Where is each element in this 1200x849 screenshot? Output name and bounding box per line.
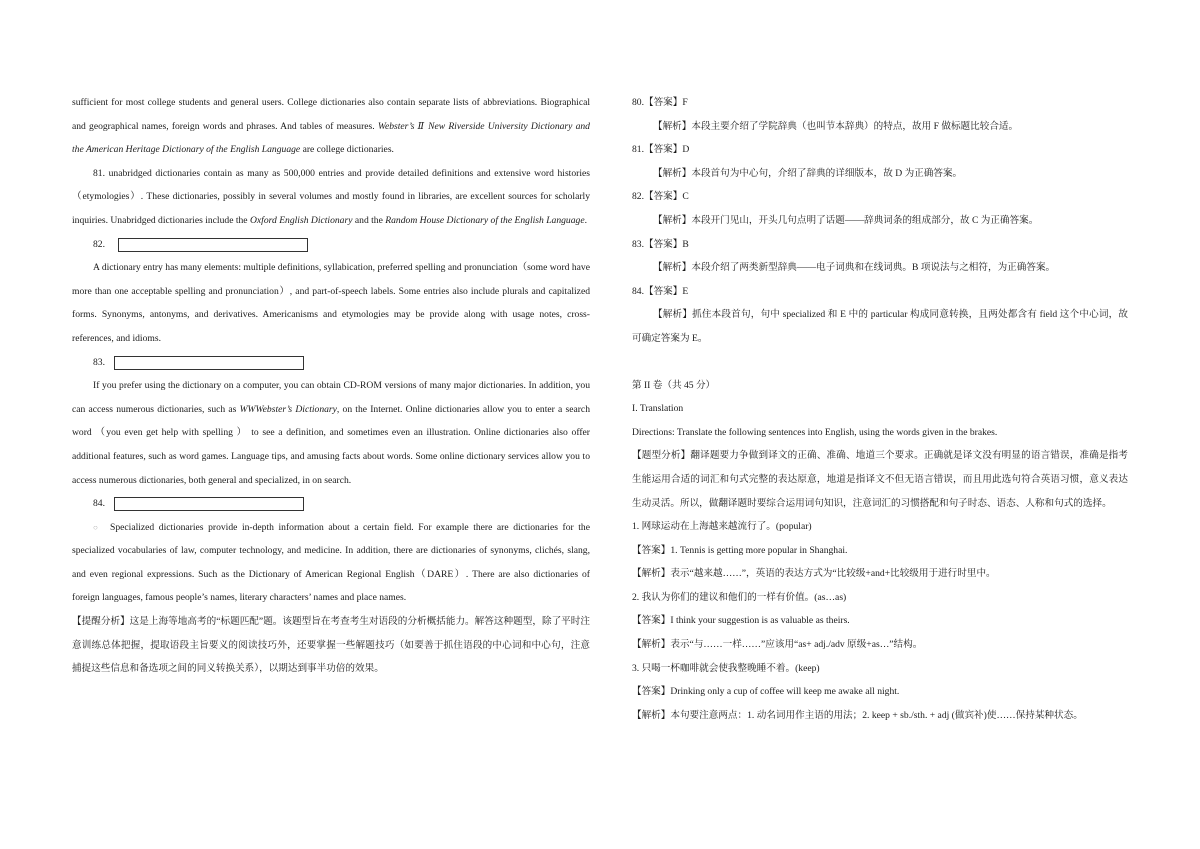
tip-analysis: 【提醒分析】这是上海等地高考的“标题匹配”题。该题型旨在考查考生对语段的分析概括能力。解答这种题型，除了平时注意训练总体把握，提取语段主旨要义的阅读技巧外，还要掌握一些解题技巧（如要善于抓住语段的中心词和中心句，注意捕捉这些信息和备选项之间的同义转换关系），以期达到事半功倍的效果。 — [72, 616, 590, 675]
directions: Directions: Translate the following sentences into English, using the words given in the brakes. — [632, 426, 998, 438]
question-82-line — [72, 233, 590, 257]
translation-question-1: 1. 网球运动在上海越来越流行了。(popular) — [632, 521, 812, 533]
answer-box-82[interactable] — [118, 238, 308, 252]
answer-box-84[interactable] — [114, 497, 304, 511]
paragraph-83: If you prefer using the dictionary on a computer, you can obtain CD-ROM versions of many major dictionaries. In addition, you can access numerous dictionaries, such as WWWebster’s Dictionary, on the Internet. Online dictionaries allow you to enter a search word （you even get help with spelling ） to see a definition, and sometimes even an illustration. Online dictionaries also offer additional features, such as word games. Language tips, and amusing facts about words. Some online dictionary services allow you to access numerous dictionaries, both general and specialized, in on search. — [72, 380, 590, 486]
question-84-line — [72, 492, 590, 516]
answer-82: 82.【答案】C — [632, 191, 689, 203]
paragraph-82: A dictionary entry has many elements: multiple definitions, syllabication, preferred spelling and pronunciation（some word have more than one acceptable spelling and pronunciation）, and part-of-speech labels. Some entries also include plurals and capitalized forms. Synonyms, antonyms, and derivatives. Americanisms and etymologies may be provide along with usage notes, cross-references, and idioms. — [72, 262, 590, 344]
explanation-82: 【解析】本段开门见山，开头几句点明了话题——辞典词条的组成部分，故 C 为正确答案。 — [653, 214, 1039, 226]
answer-80: 80.【答案】F — [632, 97, 688, 108]
spacer — [632, 351, 1128, 374]
answer-box-83[interactable] — [114, 356, 304, 370]
translation-question-2: 2. 我认为你们的建议和他们的一样有价值。(as…as) — [632, 591, 847, 603]
translation-explanation-3: 【解析】本句要注意两点：1. 动名词用作主语的用法；2. keep + sb./sth. + adj (做宾补)使……保持某种状态。 — [632, 709, 1083, 721]
explanation-83: 【解析】本段介绍了两类新型辞典——电子词典和在线词典。B 项说法与之相符，为正确答案。 — [653, 262, 1056, 274]
explanation-81: 【解析】本段首句为中心句，介绍了辞典的详细版本，故 D 为正确答案。 — [653, 167, 963, 179]
answer-81: 81.【答案】D — [632, 144, 690, 156]
part-2-heading: 第 II 卷（共 45 分） — [632, 379, 716, 391]
question-83-number: 83. — [93, 356, 105, 368]
answer-83: 83.【答案】B — [632, 238, 689, 250]
paragraph-84: ○ Specialized dictionaries provide in-depth information about a certain field. For example there are dictionaries for the specialized vocabularies of law, computer technology, and medicine. In addition, there are dictionaries of synonyms, clichés, slang, and even regional expressions. Such as the Dictionary of American Regional English（DARE）. There are also dictionaries of foreign languages, famous people’s names, literary characters’ names and place names. — [72, 521, 590, 604]
left-column — [72, 91, 590, 681]
section-translation-heading: I. Translation — [632, 403, 684, 415]
question-type-analysis: 【题型分析】翻译题要力争做到译文的正确、准确、地道三个要求。正确就是译文没有明显的语言错误，准确是指考生能运用合适的词汇和句式完整的表达原意，地道是指译文不但无语言错误，而且用此选句符合英语习惯，意义表达生动灵活。所以，做翻译题时要综合运用词句知识，注意词汇的习惯搭配和句子时态、语态、人称和句式的选择。 — [632, 450, 1128, 509]
question-84-number: 84. — [93, 498, 105, 510]
answer-84: 84.【答案】E — [632, 285, 689, 297]
right-column — [632, 91, 1128, 727]
translation-answer-1: 【答案】1. Tennis is getting more popular in Shanghai. — [632, 544, 848, 556]
faint-mark: ○ — [93, 522, 100, 532]
translation-explanation-1: 【解析】表示“越来越……”，英语的表达方式为“比较级+and+比较级用于进行时里中。 — [632, 568, 996, 580]
explanation-80: 【解析】本段主要介绍了学院辞典（也叫节本辞典）的特点，故用 F 做标题比较合适。 — [653, 120, 1019, 132]
paragraph-81: 81. unabridged dictionaries contain as many as 500,000 entries and provide detailed definitions and extensive word histories （etymologies）. These dictionaries, possibly in several volumes and mostly found in libraries, are excellent sources for scholarly inquiries. Unabridged dictionaries include the Oxford English Dictionary and the Random House Dictionary of the English Language. — [72, 167, 590, 226]
question-83-line — [72, 351, 590, 375]
translation-explanation-2: 【解析】表示“与……一样……”应该用“as+ adj./adv 原级+as…”结构。 — [632, 639, 923, 651]
translation-question-3: 3. 只喝一杯咖啡就会使我整晚睡不着。(keep) — [632, 662, 820, 674]
translation-answer-3: 【答案】Drinking only a cup of coffee will keep me awake all night. — [632, 686, 900, 698]
explanation-84: 【解析】抓住本段首句，句中 specialized 和 E 中的 particular 构成同意转换，且两处都含有 field 这个中心词，故可确定答案为 E。 — [632, 309, 1128, 344]
translation-answer-2: 【答案】I think your suggestion is as valuable as theirs. — [632, 615, 850, 627]
question-82-number: 82. — [93, 238, 105, 250]
paragraph-college-dictionaries: sufficient for most college students and general users. College dictionaries also contain separate lists of abbreviations. Biographical and geographical names, foreign words and phrases. And tables of measures. Webster’s Ⅱ New Riverside University Dictionary and the American Heritage Dictionary of the English Language are college dictionaries. — [72, 97, 590, 156]
